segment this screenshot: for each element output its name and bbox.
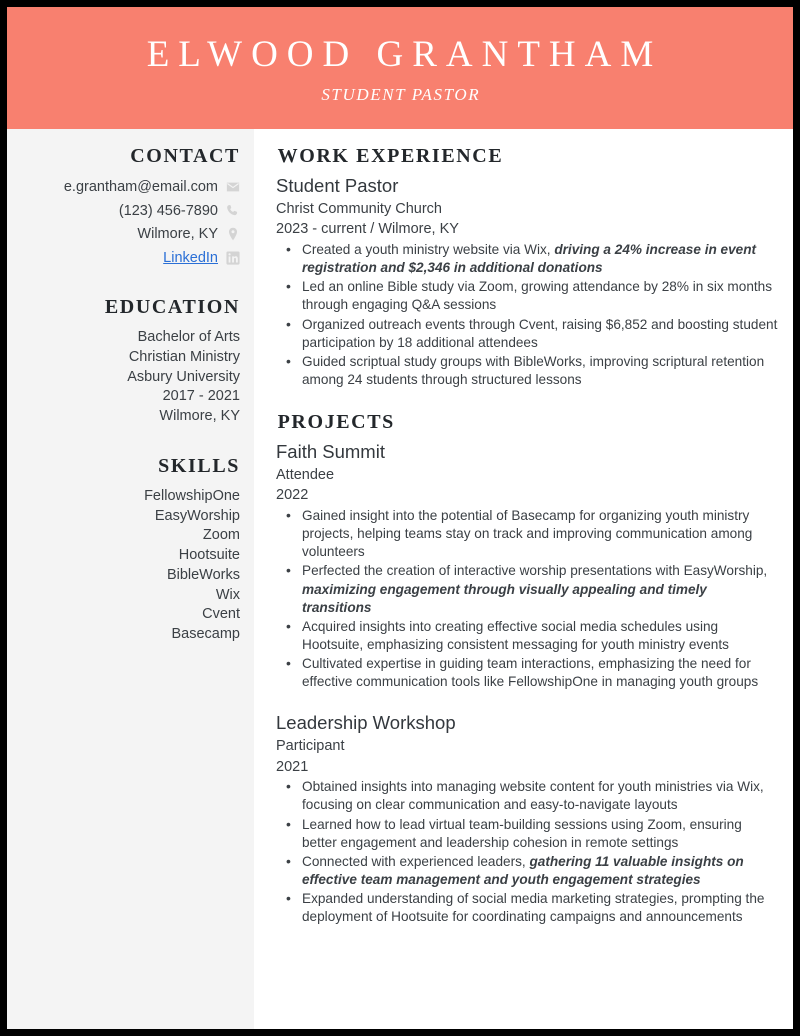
- bullet-text: Guided scriptual study groups with BibleWorks, improving scriptural retention among 24 students through structured lessons: [302, 353, 765, 387]
- education-section: [19, 296, 240, 427]
- skills-heading: SKILLS: [158, 454, 240, 477]
- projects-heading: PROJECTS: [277, 411, 395, 434]
- education-line: Christian Ministry: [128, 349, 240, 366]
- bullet-item: [280, 316, 779, 352]
- contact-item: [19, 201, 240, 222]
- project-entry-title: Leadership Workshop: [276, 712, 456, 734]
- candidate-job-title: STUDENT PASTOR: [321, 84, 481, 104]
- sidebar: [7, 129, 254, 1029]
- bullet-text: Cultivated expertise in guiding team interactions, emphasizing the need for effective communication tools like FellowshipOne in managing youth groups: [302, 656, 759, 690]
- bullet-text: Acquired insights into creating effective social media schedules using Hootsuite, emphasizing consistent messaging for youth ministry events: [302, 618, 729, 652]
- contact-item: [19, 224, 240, 245]
- resume-body: [7, 129, 793, 1029]
- bullet-text: Obtained insights into managing website content for youth ministries via Wix, focusing on clear communication and easy-to-navigate layouts: [302, 779, 764, 813]
- location-pin-icon: [226, 227, 240, 241]
- project-entry-role: Participant: [276, 738, 345, 755]
- bullet-text: Perfected the creation of interactive worship presentations with EasyWorship,: [302, 563, 768, 579]
- work-entry-organization: Christ Community Church: [276, 200, 442, 217]
- bullet-list: [280, 507, 779, 691]
- education-line: Wilmore, KY: [159, 408, 240, 425]
- work-entry-title: Student Pastor: [276, 175, 399, 196]
- bullet-list: [280, 778, 779, 926]
- bullet-text: Gained insight into the potential of Basecamp for organizing youth ministry projects, helping teams stay on track and improving communication among volunteers: [302, 508, 753, 560]
- bullet-item: [280, 562, 779, 616]
- skill-item: Zoom: [202, 527, 240, 544]
- bullet-text: Expanded understanding of social media marketing strategies, prompting the deployment of Hootsuite for coordinating campaigns and announcements: [302, 891, 765, 925]
- skill-item: Cvent: [202, 606, 240, 623]
- linkedin-icon: [226, 251, 240, 265]
- skill-item: EasyWorship: [154, 507, 240, 524]
- education-line: Asbury University: [127, 368, 240, 385]
- bullet-text: Organized outreach events through Cvent, raising $6,852 and boosting student participation by 18 additional attendees: [302, 316, 778, 350]
- project-entry-year: 2022: [276, 487, 309, 504]
- education-line: 2017 - 2021: [162, 388, 240, 405]
- bullet-item: [280, 853, 779, 889]
- skill-item: FellowshipOne: [144, 487, 240, 504]
- contact-text: (123) 456-7890: [118, 202, 218, 219]
- education-list: [19, 328, 240, 427]
- skill-item: BibleWorks: [166, 566, 240, 583]
- bullet-text: Connected with experienced leaders,: [302, 853, 530, 869]
- bullet-item: [280, 278, 779, 314]
- bullet-item: [280, 890, 779, 926]
- project-entry-role: Attendee: [276, 466, 335, 483]
- project-entry-year: 2021: [276, 758, 309, 775]
- bullet-text: Learned how to lead virtual team-building sessions using Zoom, ensuring better engagement and leadership cohesion in remote settings: [302, 816, 742, 850]
- project-entry-title: Faith Summit: [276, 441, 385, 463]
- contact-item: [19, 177, 240, 198]
- contact-section: [19, 145, 240, 268]
- bullet-text: Led an online Bible study via Zoom, growing attendance by 28% in six months through engaging Q&A sessions: [302, 279, 773, 313]
- work-experience-heading: WORK EXPERIENCE: [277, 145, 504, 167]
- bullet-text: Created a youth ministry website via Wix,: [302, 241, 555, 257]
- bullet-item: [280, 241, 779, 277]
- phone-icon: [226, 204, 240, 218]
- work-experience-section: [276, 145, 779, 389]
- education-heading: EDUCATION: [104, 296, 240, 319]
- candidate-name: ELWOOD GRANTHAM: [146, 34, 663, 76]
- resume-page: [7, 7, 793, 1029]
- bullet-item: [280, 618, 779, 654]
- bullet-emphasis: gathering 11 valuable insights on effective team management and youth engagement strategies: [302, 853, 744, 888]
- contact-heading: CONTACT: [130, 145, 240, 167]
- projects-section: [276, 411, 779, 926]
- project-entry: [276, 440, 779, 691]
- resume-header-banner: [7, 7, 793, 129]
- skills-section: [19, 455, 240, 645]
- contact-text: e.grantham@email.com: [63, 179, 218, 195]
- bullet-list: [280, 241, 779, 389]
- skill-item: Basecamp: [171, 625, 240, 642]
- bullet-item: [280, 816, 779, 852]
- work-entry-dates-location: 2023 - current / Wilmore, KY: [276, 221, 459, 238]
- education-line: Bachelor of Arts: [137, 329, 240, 346]
- contact-list: [19, 177, 240, 268]
- skill-item: Hootsuite: [178, 547, 240, 564]
- skill-item: Wix: [215, 586, 240, 603]
- bullet-emphasis: driving a 24% increase in event registration and $2,346 in additional donations: [302, 241, 757, 276]
- bullet-emphasis: maximizing engagement through visually appealing and timely transitions: [302, 581, 707, 615]
- linkedin-link[interactable]: LinkedIn: [163, 249, 218, 266]
- contact-item[interactable]: [19, 248, 240, 269]
- email-icon: [226, 180, 240, 194]
- work-entry: [276, 174, 779, 389]
- bullet-item: [280, 778, 779, 814]
- bullet-item: [280, 655, 779, 691]
- bullet-item: [280, 507, 779, 561]
- main-column: [254, 129, 793, 1029]
- projects-entries: [276, 440, 779, 926]
- bullet-item: [280, 353, 779, 389]
- contact-text: Wilmore, KY: [137, 226, 218, 243]
- skills-list: [19, 487, 240, 645]
- project-entry: [276, 711, 779, 926]
- work-experience-entries: [276, 174, 779, 389]
